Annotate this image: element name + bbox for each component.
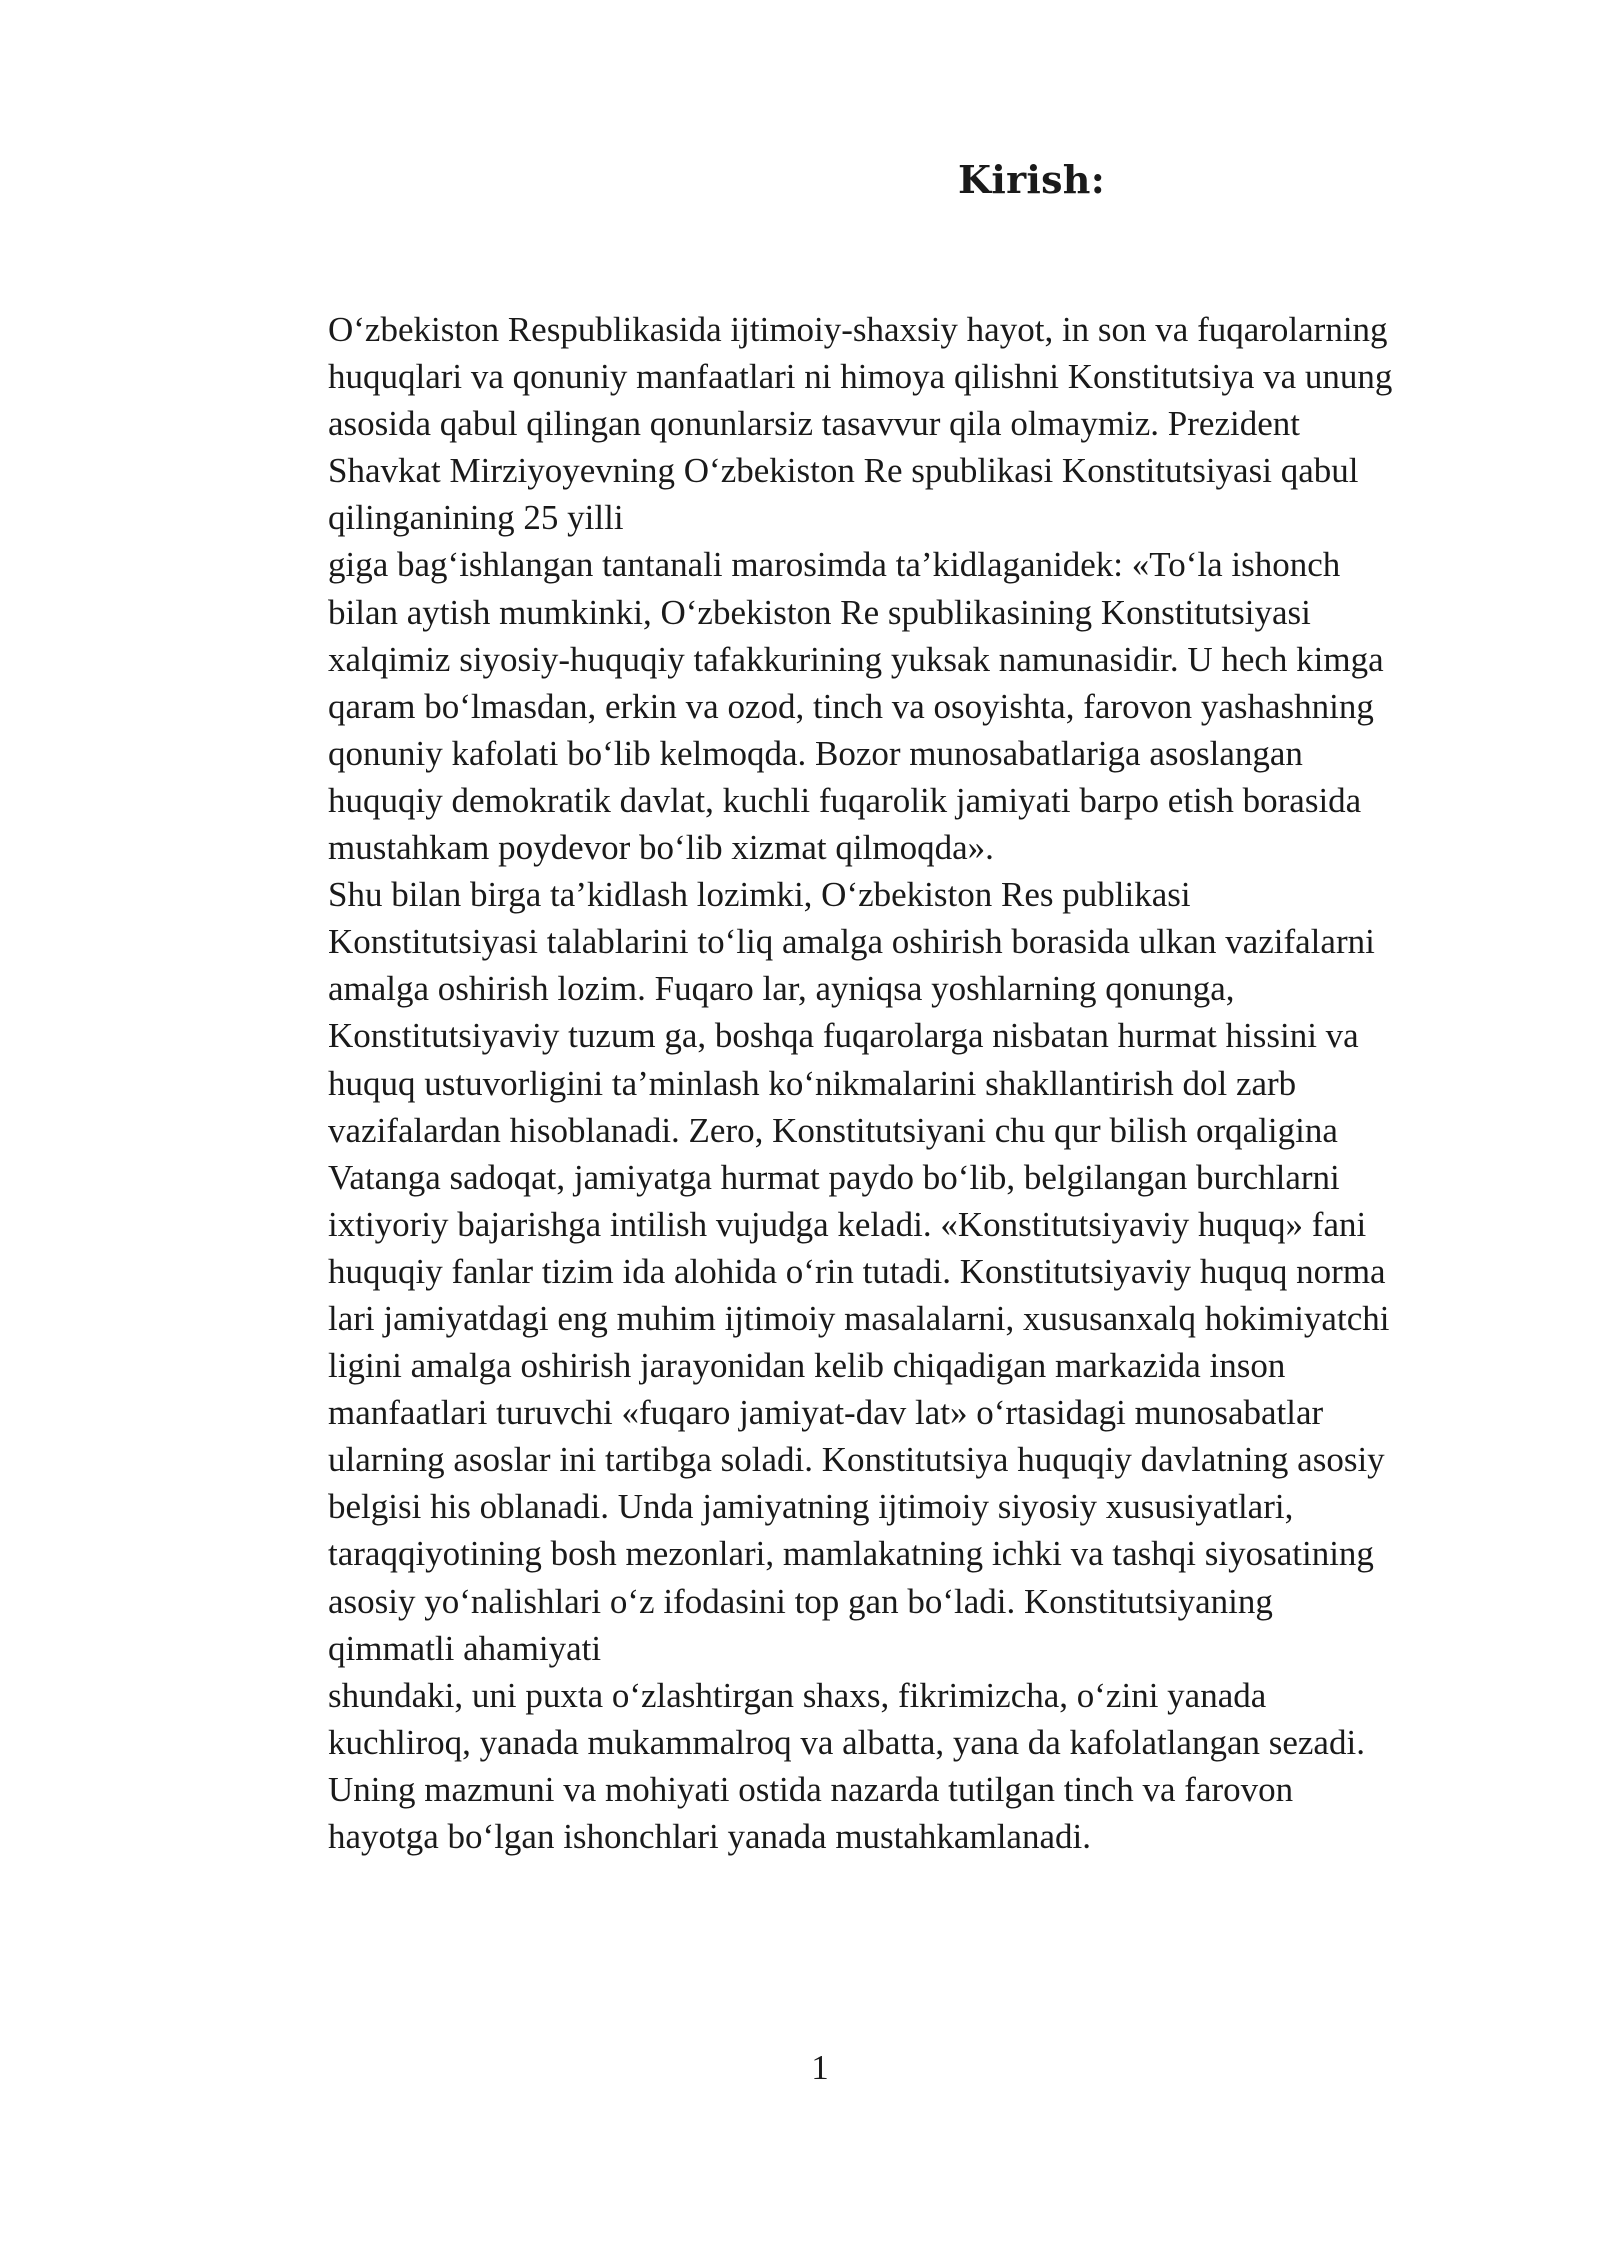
text-line: bilan aytish mumkinki, O‘zbekiston Re spublikasining Konstitutsiyasi <box>328 592 1311 632</box>
text-line: belgisi his oblanadi. Unda jamiyatning ijtimoiy siyosiy xususiyatlari, <box>328 1487 1294 1527</box>
page-heading: Kirish: <box>958 157 1106 202</box>
text-line: asosiy yo‘nalishlari o‘z ifodasini top gan bo‘ladi. Konstitutsiyaning <box>328 1581 1273 1621</box>
page-number: 1 <box>811 2048 829 2087</box>
text-line: huquqiy demokratik davlat, kuchli fuqarolik jamiyati barpo etish borasida <box>328 780 1362 820</box>
text-line: O‘zbekiston Respublikasida ijtimoiy-shaxsiy hayot, in son va fuqarolarning <box>328 310 1388 349</box>
text-line: taraqqiyotining bosh mezonlari, mamlakatning ichki va tashqi siyosatining <box>328 1534 1374 1574</box>
text-line: ligini amalga oshirish jarayonidan kelib chiqadigan markazida inson <box>328 1346 1286 1386</box>
text-line: ixtiyoriy bajarishga intilish vujudga keladi. «Konstitutsiyaviy huquq» fani <box>328 1204 1367 1244</box>
text-line: kuchliroq, yanada mukammalroq va albatta, yana da kafolatlangan sezadi. <box>328 1722 1365 1762</box>
text-line: shundaki, uni puxta o‘zlashtirgan shaxs, fikrimizcha, o‘zini yanada <box>328 1675 1267 1715</box>
text-line: Vatanga sadoqat, jamiyatga hurmat paydo bo‘lib, belgilangan burchlarni <box>328 1157 1340 1197</box>
text-line: lari jamiyatdagi eng muhim ijtimoiy masalalarni, xususanxalq hokimiyatchi <box>328 1298 1390 1338</box>
text-line: qaram bo‘lmasdan, erkin va ozod, tinch va osoyishta, farovon yashashning <box>328 686 1374 726</box>
text-line: mustahkam poydevor bo‘lib xizmat qilmoqda». <box>328 828 994 868</box>
text-line: Uning mazmuni va mohiyati ostida nazarda tutilgan tinch va farovon <box>328 1769 1294 1809</box>
text-line: Shavkat Mirziyoyevning O‘zbekiston Re spublikasi Konstitutsiyasi qabul <box>328 451 1359 491</box>
text-line: amalga oshirish lozim. Fuqaro lar, ayniqsa yoshlarning qonunga, <box>328 969 1235 1009</box>
text-line: qimmatli ahamiyati <box>328 1628 602 1668</box>
text-line: qilinganining 25 yilli <box>328 498 624 538</box>
text-line: vazifalardan hisoblanadi. Zero, Konstitutsiyani chu qur bilish orqaligina <box>328 1110 1338 1150</box>
text-line: giga bag‘ishlangan tantanali marosimda ta’kidlaganidek: «To‘la ishonch <box>328 545 1341 585</box>
body-text <box>328 306 1498 1860</box>
text-line: qonuniy kafolati bo‘lib kelmoqda. Bozor munosabatlariga asoslangan <box>328 733 1303 773</box>
text-line: Shu bilan birga ta’kidlash lozimki, O‘zbekiston Res publikasi <box>328 875 1191 915</box>
text-line: xalqimiz siyosiy-huquqiy tafakkurining yuksak namunasidir. U hech kimga <box>328 639 1384 679</box>
text-line: hayotga bo‘lgan ishonchlari yanada mustahkamlanadi. <box>328 1817 1091 1856</box>
text-line: huquq ustuvorligini ta’minlash ko‘nikmalarini shakllantirish dol zarb <box>328 1063 1297 1103</box>
text-line: Konstitutsiyasi talablarini to‘liq amalga oshirish borasida ulkan vazifalarni <box>328 922 1375 962</box>
text-line: huquqlari va qonuniy manfaatlari ni himoya qilishni Konstitutsiya va unung <box>328 357 1393 397</box>
text-line: Konstitutsiyaviy tuzum ga, boshqa fuqarolarga nisbatan hurmat hissini va <box>328 1016 1359 1056</box>
text-line: ularning asoslar ini tartibga soladi. Konstitutsiya huquqiy davlatning asosiy <box>328 1440 1385 1480</box>
text-line: asosida qabul qilingan qonunlarsiz tasavvur qila olmaymiz. Prezident <box>328 404 1300 444</box>
text-line: huquqiy fanlar tizim ida alohida o‘rin tutadi. Konstitutsiyaviy huquq norma <box>328 1251 1386 1291</box>
text-line: manfaatlari turuvchi «fuqaro jamiyat-dav lat» o‘rtasidagi munosabatlar <box>328 1393 1324 1433</box>
